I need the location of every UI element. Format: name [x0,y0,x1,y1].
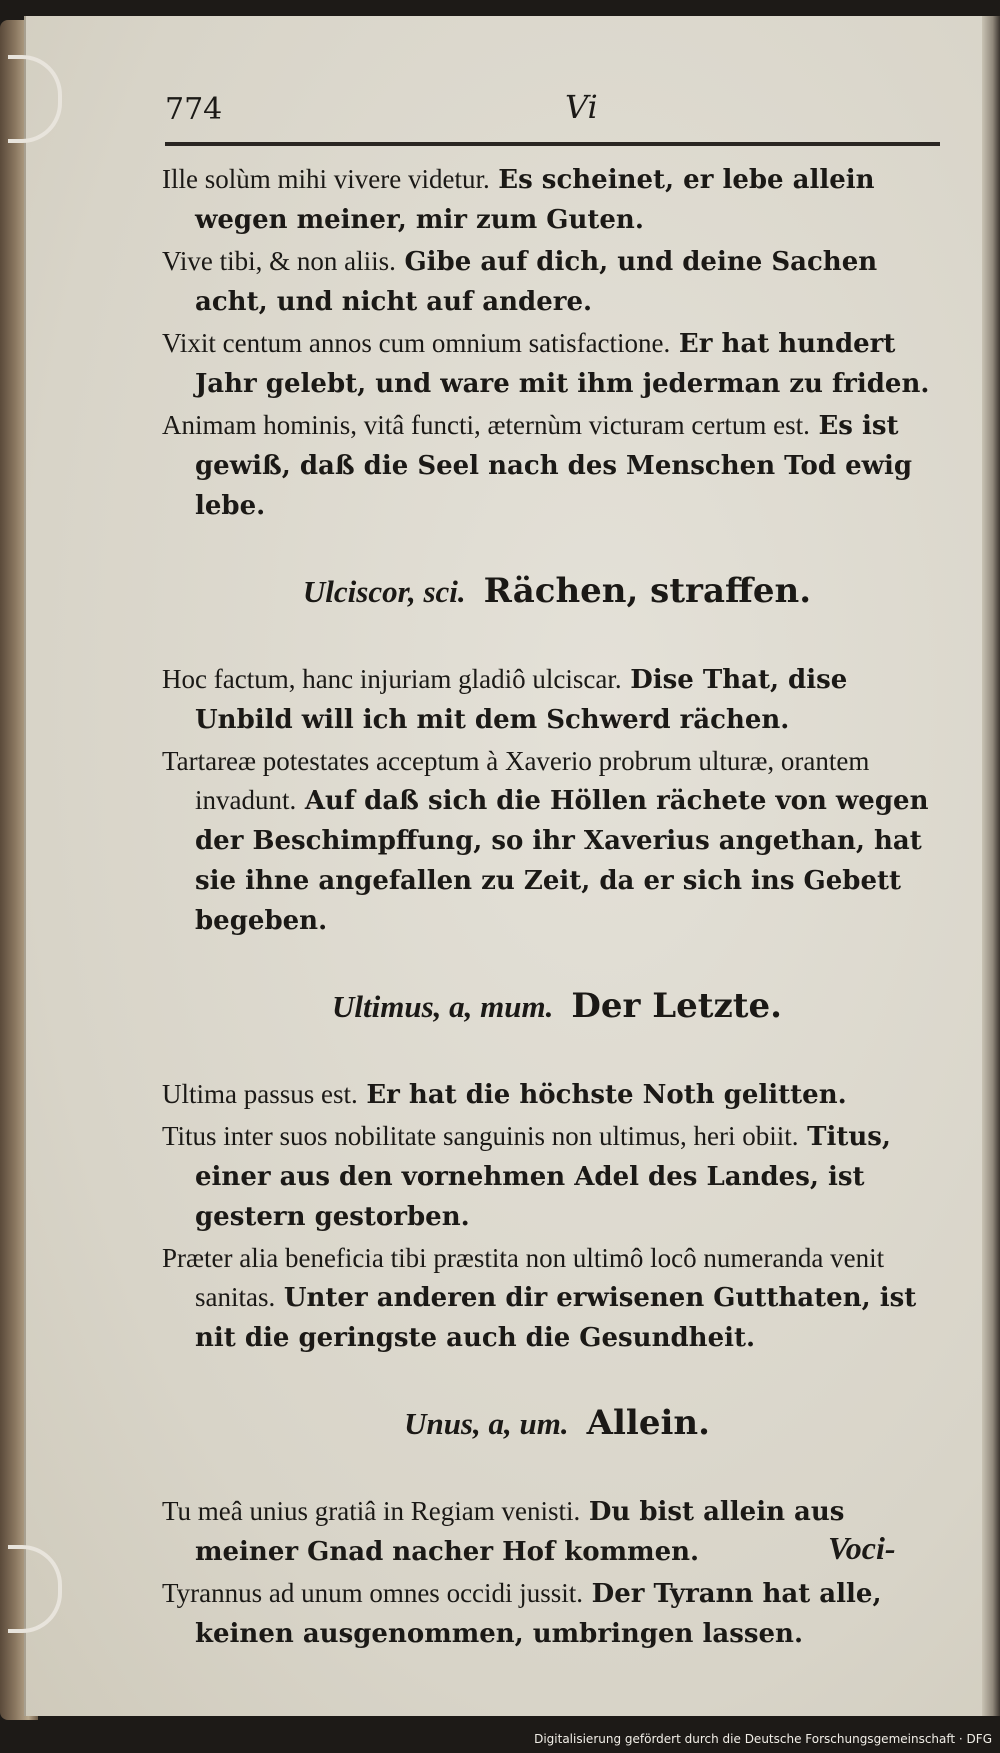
entry [162,660,952,740]
digitization-credit: Digitalisierung gefördert durch die Deutsche Forschungsgemeinschaft · DFG [534,1732,992,1746]
latin-phrase: Tyrannus ad unum omnes occidi jussit. [162,1578,584,1608]
german-translation: Unter anderen dir erwisenen Gutthaten, ist nit die geringste auch die Gesundheit. [195,1283,917,1353]
entry [162,1075,952,1115]
heading-lemma: Ulciscor, sci. [302,574,466,609]
page-number: 774 [165,92,223,127]
section-continuation [162,160,952,526]
heading-lemma: Ultimus, a, mum. [332,989,554,1024]
german-translation: Auf daß sich die Höllen rächete von wegen der Beschimpffung, so ihr Xaverius angethan, hat sie ihne angefallen zu Zeit, da er sich ins Gebett begeben. [195,786,929,936]
header-rule [165,142,940,146]
entry [162,742,952,941]
entry [162,160,952,240]
entry [162,1239,952,1358]
latin-phrase: Præter alia beneficia tibi præstita non ultimô locô numeranda venit sanitas. [162,1243,885,1312]
section-ultimus [162,987,952,1358]
heading-gloss: Allein. [586,1403,710,1443]
german-translation: Es ist gewiß, daß die Seel nach des Menschen Tod ewig lebe. [195,411,913,521]
section-ulciscor [162,572,952,941]
entry [162,242,952,322]
heading-lemma: Unus, a, um. [404,1406,569,1441]
latin-phrase: Hoc factum, hanc injuriam gladiô ulciscar. [162,664,622,694]
page-header [165,88,940,148]
latin-phrase: Vive tibi, & non aliis. [162,246,396,276]
heading-gloss: Der Letzte. [571,986,782,1026]
german-translation: Dise That, dise Unbild will ich mit dem Schwerd rächen. [195,665,848,735]
entry [162,406,952,526]
running-head: Vi [565,88,598,126]
german-translation: Er hat hundert Jahr gelebt, und ware mit ihm jederman zu friden. [195,329,930,399]
entry-heading [162,572,952,612]
latin-phrase: Vixit centum annos cum omnium satisfactione. [162,328,671,358]
latin-phrase: Tartareæ potestates acceptum à Xaverio probrum ulturæ, orantem invadunt. [162,746,870,815]
german-translation: Du bist allein aus meiner Gnad nacher Hof kommen. [195,1497,845,1567]
latin-phrase: Tu meâ unius gratiâ in Regiam venisti. [162,1496,581,1526]
entry-heading [162,1404,952,1444]
entry [162,1574,952,1654]
catchword: Voci- [828,1530,896,1566]
page-edge [982,16,1000,1716]
heading-gloss: Rächen, straffen. [483,571,812,611]
german-translation: Er hat die höchste Noth gelitten. [366,1080,847,1110]
entry [162,324,952,404]
dictionary-content [162,160,952,1656]
entry-heading [162,987,952,1027]
latin-phrase: Ille solùm mihi vivere videtur. [162,164,490,194]
german-translation: Es scheinet, er lebe allein wegen meiner, mir zum Guten. [195,165,875,235]
german-translation: Titus, einer aus den vornehmen Adel des Landes, ist gestern gestorben. [195,1122,891,1232]
latin-phrase: Titus inter suos nobilitate sanguinis non ultimus, heri obiit. [162,1121,799,1151]
latin-phrase: Animam hominis, vitâ functi, æternùm victuram certum est. [162,410,810,440]
entry [162,1117,952,1237]
german-translation: Der Tyrann hat alle, keinen ausgenommen, umbringen lassen. [195,1579,882,1649]
german-translation: Gibe auf dich, und deine Sachen acht, und nicht auf andere. [195,247,878,317]
latin-phrase: Ultima passus est. [162,1079,358,1109]
section-unus [162,1404,952,1654]
